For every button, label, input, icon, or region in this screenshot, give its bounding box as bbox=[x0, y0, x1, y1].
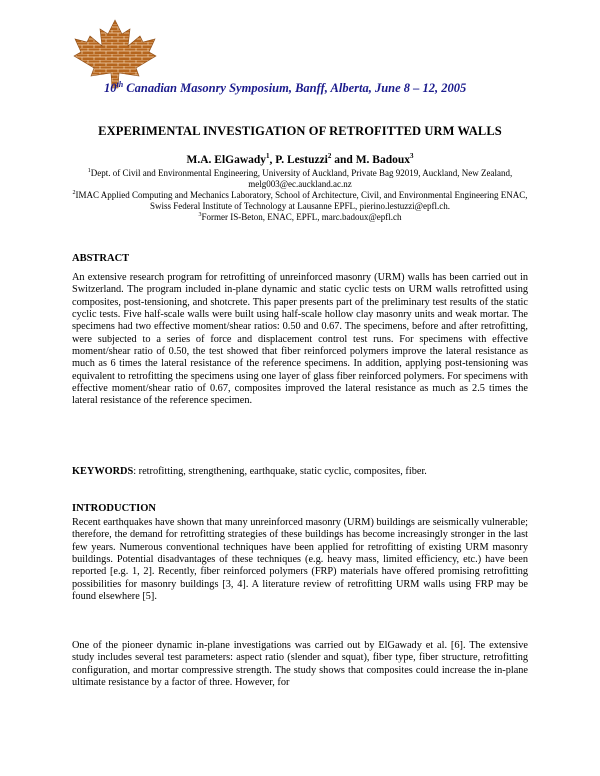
keywords-line bbox=[72, 466, 528, 478]
affiliation-2: $^2$IMAC Applied Computing and Mechanics Laboratory, School of Architecture, Civil, and Environmental Engineering ENAC, Swiss Federal Institute of Technology at Lausanne EPFL, pierino.lestuzzi@epfl.ch. bbox=[72, 190, 528, 211]
abstract-heading: ABSTRACT bbox=[72, 253, 130, 264]
keywords-text: : retrofitting, strengthening, earthquake, static cyclic, composites, fiber. bbox=[133, 466, 427, 477]
introduction-paragraph-2: One of the pioneer dynamic in-plane investigations was carried out by ElGawady et al. [6]. The extensive study includes several test parameters: aspect ratio (slender and squat), fiber type, fiber structure, retrofitting configuration, and mortar compressive strength. The study shows that composites could increase the in-plane ultimate resistance by a factor of three. However, for bbox=[72, 640, 528, 689]
affiliation-1: $^1$Dept. of Civil and Environmental Engineering, University of Auckland, Private Bag 92019, Auckland, New Zealand, melg003@ec.auckland.ac.nz bbox=[87, 168, 513, 189]
paper-title: EXPERIMENTAL INVESTIGATION OF RETROFITTED URM WALLS bbox=[98, 124, 502, 138]
affiliation-3: $^3$Former IS-Beton, ENAC, EPFL, marc.badoux@epfl.ch bbox=[198, 212, 402, 222]
author-2: P. Lestuzzi bbox=[275, 153, 328, 166]
conference-header: 10th Canadian Masonry Symposium, Banff, Alberta, June 8 – 12, 2005 bbox=[104, 80, 467, 96]
author-1: M.A. ElGawady bbox=[186, 153, 267, 166]
author-list: M.A. ElGawady$^1$, P. Lestuzzi$^2$ and M. Badoux$^3$ bbox=[186, 152, 414, 166]
keywords-label: KEYWORDS bbox=[72, 466, 134, 477]
introduction-heading: INTRODUCTION bbox=[72, 503, 157, 514]
author-3: M. Badoux bbox=[355, 153, 411, 166]
introduction-paragraph-1: Recent earthquakes have shown that many unreinforced masonry (URM) buildings are seismically vulnerable; therefore, the demand for retrofitting strategies of these buildings has become increasingly stronger in the last few years. Numerous conventional techniques have been applied for retrofitting of existing URM masonry buildings. Potential disadvantages of these techniques (e.g. heavy mass, limited efficiency, etc.) have been reported [e.g. 1, 2]. Recently, fiber reinforced polymers (FRP) materials have offered promising retrofitting possibilities for masonry buildings [3, 4]. A literature review of retrofitting URM walls using FRP may be found elsewhere [5]. bbox=[72, 517, 528, 603]
abstract-text: An extensive research program for retrofitting of unreinforced masonry (URM) walls has been carried out in Switzerland. The program included in-plane dynamic and static cyclic tests on URM walls retrofitted using composites, post-tensioning, and shotcrete. This paper presents part of the preliminary test results of the static cyclic tests. Five half-scale walls were built using half-scale hollow clay masonry units and weak mortar. The specimens had two effective moment/shear ratios: 0.50 and 0.67. The specimens, before and after retrofitting, were subjected to a series of force and displacement control test runs. For specimens with effective moment/shear ratio of 0.50, the test showed that fiber reinforced polymers improve the lateral resistance as much as 6 times the lateral resistance of the reference specimens. In addition, applying post-tensioning was equivalent to retrofitting the specimens using one layer of glass fiber reinforced polymers. For specimens with effective moment/shear ratio of 0.67, composites improved the lateral resistance as much as 2.5 times the lateral resistance of the reference specimen. bbox=[72, 272, 528, 407]
